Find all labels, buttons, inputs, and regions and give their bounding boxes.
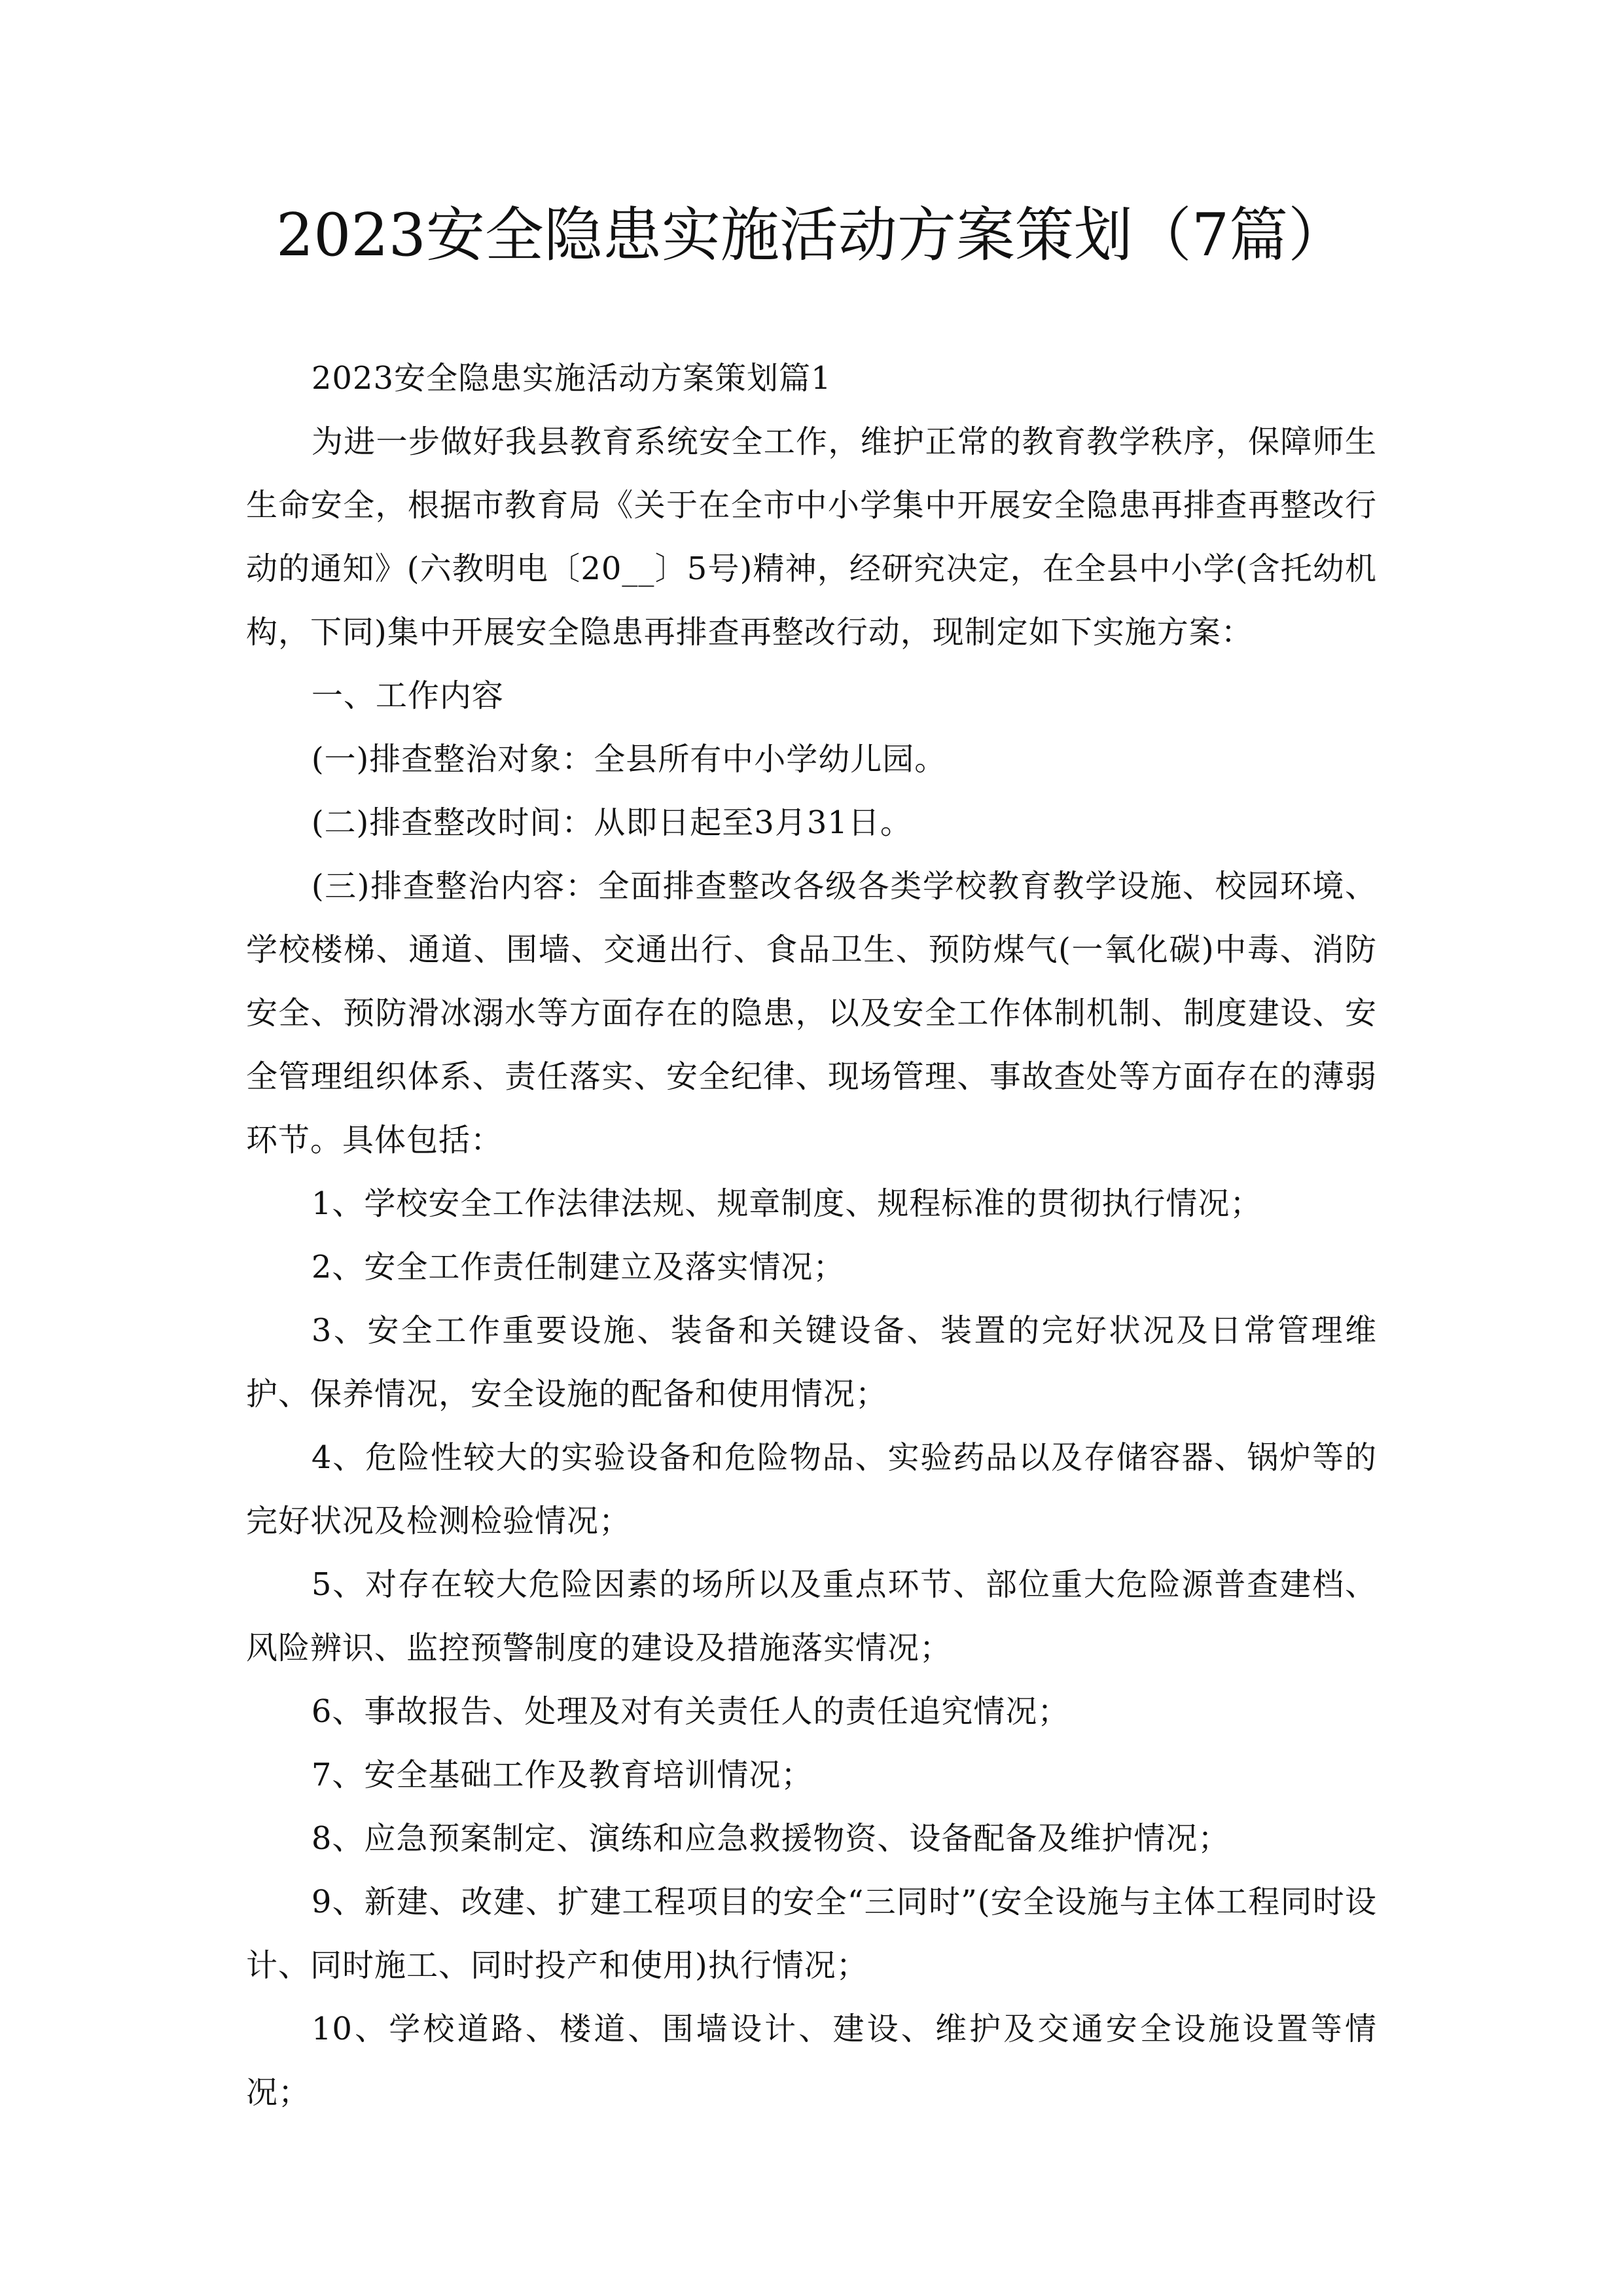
list-item: 1、学校安全工作法律法规、规章制度、规程标准的贯彻执行情况； — [311, 1185, 1262, 1222]
paragraph: (一)排查整治对象：全县所有中小学幼儿园。 — [311, 741, 947, 778]
list-item: 8、应急预案制定、演练和应急救援物资、设备配备及维护情况； — [311, 1820, 1230, 1857]
list-item: 2、安全工作责任制建立及落实情况； — [311, 1249, 846, 1285]
section-heading: 一、工作内容 — [311, 677, 504, 714]
list-item: 9、新建、改建、扩建工程项目的安全“三同时”(安全设施与主体工程同时设计、同时施工、同时投产和使用)执行情况； — [246, 1884, 1377, 1984]
section-heading: 2023安全隐患实施活动方案策划篇1 — [311, 360, 832, 397]
list-item: 4、危险性较大的实验设备和危险物品、实验药品以及存储容器、锅炉等的完好状况及检测检验情况； — [246, 1439, 1377, 1539]
list-item: 3、安全工作重要设施、装备和关键设备、装置的完好状况及日常管理维护、保养情况，安全设施的配备和使用情况； — [246, 1312, 1377, 1412]
list-item: 7、安全基础工作及教育培训情况； — [311, 1757, 813, 1793]
paragraph: (二)排查整改时间：从即日起至3月31日。 — [311, 804, 912, 841]
paragraph: 为进一步做好我县教育系统安全工作，维护正常的教育教学秩序，保障师生生命安全，根据市教育局《关于在全市中小学集中开展安全隐患再排查再整改行动的通知》(六教明电〔20__〕5号)精神，经研究决定，在全县中小学(含托幼机构，下同)集中开展安全隐患再排查再整改行动，现制定如下实施方案： — [246, 423, 1377, 651]
paragraph: (三)排查整治内容：全面排查整改各级各类学校教育教学设施、校园环境、学校楼梯、通道、围墙、交通出行、食品卫生、预防煤气(一氧化碳)中毒、消防安全、预防滑冰溺水等方面存在的隐患，以及安全工作体制机制、制度建设、安全管理组织体系、责任落实、安全纪律、现场管理、事故查处等方面存在的薄弱环节。具体包括： — [246, 868, 1377, 1158]
document-title: 2023安全隐患实施活动方案策划（7篇） — [276, 201, 1347, 270]
document-body — [246, 347, 1377, 2125]
list-item: 10、学校道路、楼道、围墙设计、建设、维护及交通安全设施设置等情况； — [246, 2011, 1377, 2111]
list-item: 6、事故报告、处理及对有关责任人的责任追究情况； — [311, 1693, 1070, 1730]
list-item: 5、对存在较大危险因素的场所以及重点环节、部位重大危险源普查建档、风险辨识、监控预警制度的建设及措施落实情况； — [246, 1566, 1377, 1666]
